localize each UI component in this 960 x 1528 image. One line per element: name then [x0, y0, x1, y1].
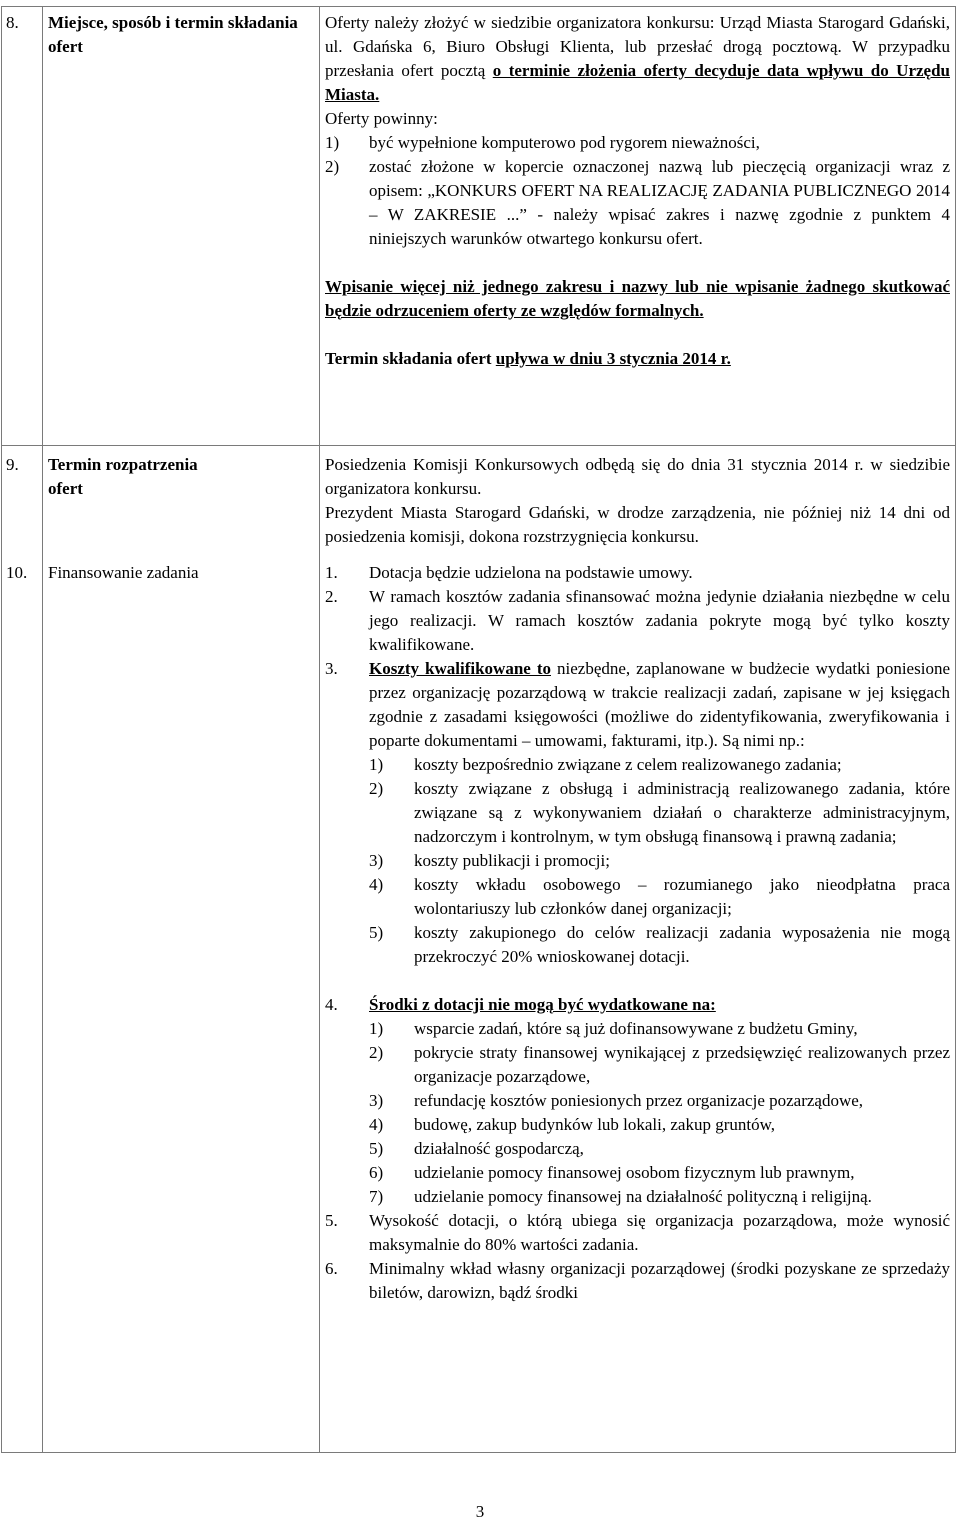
row-label: Finansowanie zadania [48, 563, 199, 582]
paragraph: Posiedzenia Komisji Konkursowych odbędą się do dnia 31 stycznia 2014 r. w siedzibie organizatora konkursu. [325, 455, 950, 498]
list-item: 6. Minimalny wkład własny organizacji pozarządowej (środki pozyskane ze sprzedaży biletów, darowizn, bądź środki [325, 1259, 950, 1302]
table-right-border [955, 6, 956, 1452]
list-item: 2) zostać złożone w kopercie oznaczonej nazwą lub pieczęcią organizacji wraz z opisem: „KONKURS OFERT NA REALIZACJĘ ZADANIA PUBLICZNEGO 2014 – W ZAKRESIE ...” - należy wpisać zakres i nazwę zgodnie z punktem 4 niniejszych warunków otwartego konkursu ofert. [325, 157, 950, 248]
deadline: Termin składania ofert upływa w dniu 3 stycznia 2014 r. [325, 349, 731, 368]
row-label: Termin rozpatrzenia ofert [48, 455, 198, 498]
page-number: 3 [475, 1502, 485, 1521]
sub-list-item: 7) udzielanie pomocy finansowej na działalność polityczną i religijną. [369, 1187, 872, 1206]
table-top-border [1, 6, 956, 7]
sub-list-item: 5) działalność gospodarczą, [369, 1139, 584, 1158]
row-number: 9. [6, 455, 19, 474]
warning-text: Wpisanie więcej niż jednego zakresu i nazwy lub nie wpisanie żadnego skutkować będzie odrzuceniem oferty ze względów formalnych. [325, 277, 950, 320]
paragraph: Oferty powinny: [325, 109, 438, 128]
row9-content [325, 453, 950, 549]
sub-list-item: 2) pokrycie straty finansowej wynikającej z przedsięwzięć realizowanych przez organizacje pozarządowe, [369, 1043, 950, 1086]
row-label: Miejsce, sposób i termin składania ofert [48, 13, 298, 56]
sub-list-item: 2) koszty związane z obsługą i administracją realizowanego zadania, które związane są z wykonywaniem działań o charakterze administracyjnym, nadzorczym i kontrolnym, w tym obsługą finansową i prawną zadania; [369, 779, 950, 846]
row-number: 8. [6, 13, 19, 32]
sub-list-item: 3) koszty publikacji i promocji; [369, 851, 610, 870]
sub-list-item: 4) koszty wkładu osobowego – rozumianego jako nieodpłatna praca wolontariuszy lub członków danej organizacji; [369, 875, 950, 918]
sub-list-item: 4) budowę, zakup budynków lub lokali, zakup gruntów, [369, 1115, 776, 1134]
list-item: 5. Wysokość dotacji, o którą ubiega się organizacja pozarządowa, może wynosić maksymalnie do 80% wartości zadania. [325, 1211, 950, 1254]
list-item: 2. W ramach kosztów zadania sfinansować można jedynie działania niezbędne w celu jego realizacji. W ramach kosztów zadania pokryte mogą być tylko koszty kwalifikowane. [325, 587, 950, 654]
paragraph: Oferty należy złożyć w siedzibie organizatora konkursu: Urząd Miasta Starogard Gdański, ul. Gdańska 6, Biuro Obsługi Klienta, lub przesłać drogą pocztową. W przypadku przesłania ofert pocztą o terminie złożenia oferty decyduje data wpływu do Urzędu Miasta. [325, 13, 950, 104]
row-number: 10. [6, 563, 28, 582]
table-left-border [1, 6, 2, 1452]
row-divider-8-9 [1, 445, 956, 446]
list-item: 3. Koszty kwalifikowane to niezbędne, zaplanowane w budżecie wydatki poniesione przez organizację pozarządową w trakcie realizacji zadań, zapisane w jej księgach zgodnie z zasadami księgowości (możliwe do zidentyfikowania, zweryfikowania i poparte dokumentami – umowami, fakturami, itp.). Są nimi np.: [325, 659, 950, 750]
sub-list-item: 1) koszty bezpośrednio związane z celem realizowanego zadania; [369, 755, 842, 774]
list-item: 4. Środki z dotacji nie mogą być wydatkowane na: [325, 995, 716, 1014]
row8-content [325, 11, 950, 371]
paragraph: Prezydent Miasta Starogard Gdański, w drodze zarządzenia, nie później niż 14 dni od posiedzenia komisji, dokona rozstrzygnięcia konkursu. [325, 503, 950, 546]
list-item: 1. Dotacja będzie udzielona na podstawie umowy. [325, 563, 693, 582]
table-bottom-border [1, 1452, 956, 1453]
sub-list-item: 6) udzielanie pomocy finansowej osobom fizycznym lub prawnym, [369, 1163, 855, 1182]
list-item: 1) być wypełnione komputerowo pod rygorem nieważności, [325, 133, 760, 152]
sub-list-item: 3) refundację kosztów poniesionych przez organizacje pozarządowe, [369, 1091, 864, 1110]
sub-list-item: 5) koszty zakupionego do celów realizacji zadania wyposażenia nie mogą przekroczyć 20% wnioskowanej dotacji. [369, 923, 950, 966]
sub-list-item: 1) wsparcie zadań, które są już dofinansowywane z budżetu Gminy, [369, 1019, 858, 1038]
column-divider-1 [42, 6, 43, 1452]
row10-content [325, 561, 950, 1305]
column-divider-2 [319, 6, 320, 1452]
